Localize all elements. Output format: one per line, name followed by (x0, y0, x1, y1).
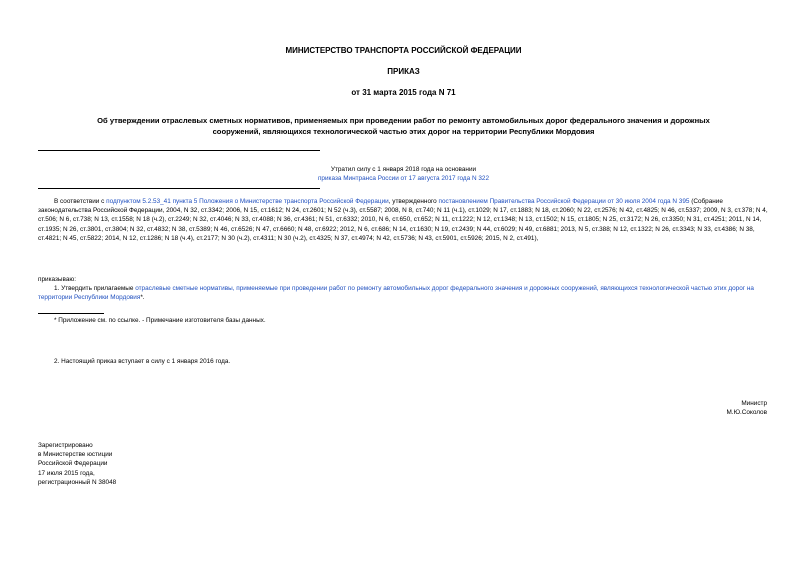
preamble-text-2: , утвержденного (388, 198, 439, 205)
registration-block (38, 441, 116, 487)
separator-status (38, 188, 320, 189)
item-1 (38, 284, 768, 302)
date-number-heading: от 31 марта 2015 года N 71 (351, 88, 456, 97)
registration-line: 17 июля 2015 года, (38, 469, 95, 477)
registration-line: Российской Федерации (38, 460, 108, 468)
preamble-link-regulation[interactable]: подпунктом 5.2.53_41 пункта 5 Положения о Министерстве транспорта Российской Федерации (106, 198, 389, 205)
preamble-link-decree[interactable]: постановлением Правительства Российской Федерации от 30 июля 2004 года N 395 (438, 198, 690, 205)
ministry-heading: МИНИСТЕРСТВО ТРАНСПОРТА РОССИЙСКОЙ ФЕДЕРАЦИИ (285, 46, 522, 55)
item-1-link[interactable]: отраслевые сметные нормативы, применяемые при проведении работ по ремонту автомобильных дорог федерального значения и дорожных сооружений, являющихся технологической частью этих дорог на территории Республики Мордовия (38, 285, 754, 302)
preamble-paragraph (38, 197, 768, 243)
item-2: 2. Настоящий приказ вступает в силу с 1 января 2016 года. (54, 358, 231, 365)
doc-title-line2: сооружений, являющихся технологической частью этих дорог на территории Республики Мордовия (212, 127, 595, 136)
status-note: Утратил силу с 1 января 2018 года на основании (330, 166, 477, 173)
registration-line: Зарегистрировано (38, 442, 93, 449)
footnote: * Приложение см. по ссылке. - Примечание изготовителя базы данных. (54, 317, 266, 324)
signature-name: М.Ю.Соколов (726, 409, 767, 416)
preamble-text-3: (Собрание законодательства Российской Федерации, 2004, N 32, ст.3342; 2006, N 15, ст.1612; N 24, ст.2601; N 52 (ч.3), ст.5587; 2008, N 8, ст.740; N 11 (ч.1), ст.1029; N 17, ст.1883; N 18, ст.2060; N 22, ст.2576; N 42, ст.4825; N 46, ст.5337; 2009, N 3, ст.378; N 4, ст.506; N 6, ст.738; N 13, ст.1558; N 18 (ч.2), ст.2249; N 32, ст.4046; N 33, ст.4088; N 36, ст.4361; N 51, ст.6332; 2010, N 6, ст.650, ст.652; N 11, ст.1222; N 12, ст.1348; N 13, ст.1502; N 15, ст.1805; N 25, ст.3172; N 26, ст.3350; N 31, ст.4251; 2011, N 14, ст.1935; N 26, ст.3801, ст.3804; N 32, ст.4832; N 38, ст.5389; N 46, ст.6526; N 47, ст.6660; N 48, ст.6922; 2012, N 6, ст.686; N 14, ст.1630; N 19, ст.2439; N 44, ст.6029; N 49, ст.6881; 2013, N 5, ст.388; N 12, ст.1322; N 26, ст.3343; N 33, ст.4386; N 38, ст.4821; N 45, ст.5822; 2014, N 12, ст.1286; N 18 (ч.4), ст.2177; N 30 (ч.2), ст.4311; N 30 (ч.2), ст.4325; N 37, ст.4974; N 42, ст.5736; N 43, ст.5901, ст.5926; 2015, N 2, ст.491), (38, 198, 768, 242)
doc-title-line1: Об утверждении отраслевых сметных нормативов, применяемых при проведении работ по ремонту автомобильных дорог федерального значения и дорожных (97, 116, 710, 125)
order-word: приказываю: (38, 276, 76, 283)
status-link[interactable]: приказа Минтранса России от 17 августа 2017 года N 322 (317, 175, 490, 182)
registration-line: регистрационный N 38048 (38, 478, 117, 486)
separator-top (38, 150, 320, 151)
preamble-text-1: В соответствии с (54, 198, 107, 205)
doc-type-heading: ПРИКАЗ (387, 67, 420, 76)
item-1-text-1: 1. Утвердить прилагаемые (54, 285, 136, 292)
signature-role: Министр (741, 400, 767, 407)
separator-footnote (38, 313, 104, 314)
item-1-text-2: *. (140, 294, 145, 302)
registration-line: в Министерстве юстиции (38, 451, 113, 459)
